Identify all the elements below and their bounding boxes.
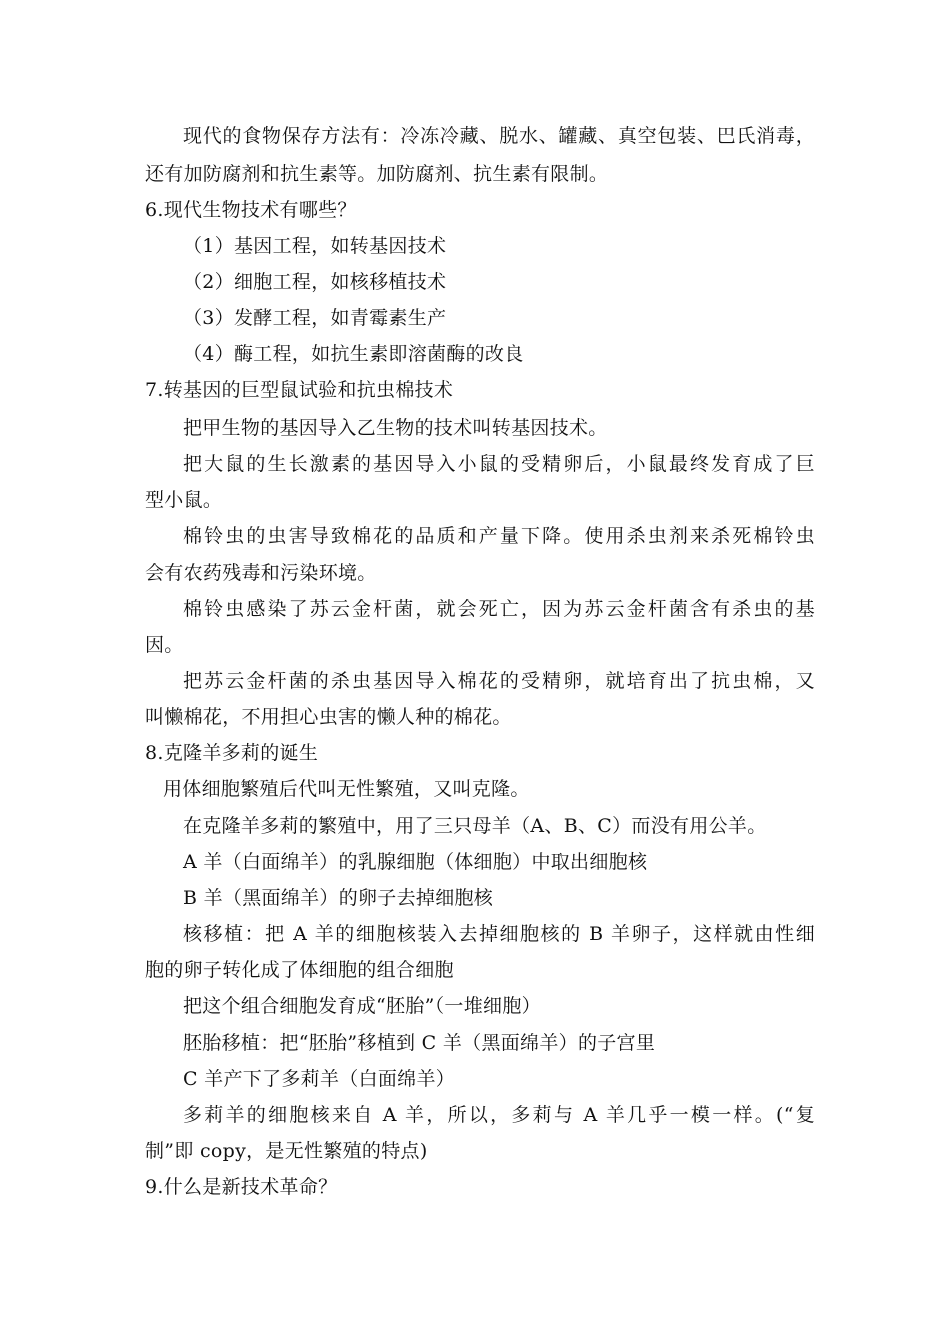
section-heading: 6.现代生物技术有哪些？ bbox=[145, 199, 357, 221]
paragraph-line: 把苏云金杆菌的杀虫基因导入棉花的受精卵，就培育出了抗虫棉，又 bbox=[183, 670, 815, 692]
paragraph-line: 把这个组合细胞发育成“胚胎”（一堆细胞） bbox=[183, 995, 541, 1017]
paragraph-line: B 羊（黑面绵羊）的卵子去掉细胞核 bbox=[183, 887, 494, 909]
paragraph-line: 现代的食物保存方法有：冷冻冷藏、脱水、罐藏、真空包装、巴氏消毒， bbox=[183, 125, 815, 147]
paragraph-line: 胚胎移植：把“胚胎”移植到 C 羊（黑面绵羊）的子宫里 bbox=[183, 1032, 656, 1054]
paragraph-line: 棉铃虫感染了苏云金杆菌，就会死亡，因为苏云金杆菌含有杀虫的基 bbox=[183, 598, 815, 620]
paragraph-line: 制”即 copy，是无性繁殖的特点) bbox=[145, 1140, 428, 1162]
section-heading: 8.克隆羊多莉的诞生 bbox=[145, 742, 319, 764]
list-item: （2）细胞工程，如核移植技术 bbox=[183, 271, 447, 293]
paragraph-line: 用体细胞繁殖后代叫无性繁殖，又叫克隆。 bbox=[163, 778, 530, 800]
paragraph-line: 胞的卵子转化成了体细胞的组合细胞 bbox=[145, 959, 454, 981]
paragraph-line: 把大鼠的生长激素的基因导入小鼠的受精卵后，小鼠最终发育成了巨 bbox=[183, 453, 815, 475]
section-heading: 7.转基因的巨型鼠试验和抗虫棉技术 bbox=[145, 379, 454, 401]
section-heading: 9.什么是新技术革命？ bbox=[145, 1176, 338, 1198]
paragraph-line: 还有加防腐剂和抗生素等。加防腐剂、抗生素有限制。 bbox=[145, 163, 609, 185]
list-item: （3）发酵工程，如青霉素生产 bbox=[183, 307, 447, 329]
paragraph-line: A 羊（白面绵羊）的乳腺细胞（体细胞）中取出细胞核 bbox=[183, 851, 648, 873]
paragraph-line: 会有农药残毒和污染环境。 bbox=[145, 562, 377, 584]
paragraph-line: C 羊产下了多莉羊（白面绵羊） bbox=[183, 1068, 456, 1090]
paragraph-line: 多莉羊的细胞核来自 A 羊，所以，多莉与 A 羊几乎一模一样。(“复 bbox=[183, 1104, 815, 1126]
list-item: （4）酶工程，如抗生素即溶菌酶的改良 bbox=[183, 343, 524, 365]
paragraph-line: 核移植：把 A 羊的细胞核装入去掉细胞核的 B 羊卵子，这样就由性细 bbox=[183, 923, 815, 945]
paragraph-line: 在克隆羊多莉的繁殖中，用了三只母羊（A、B、C）而没有用公羊。 bbox=[183, 815, 767, 837]
paragraph-line: 棉铃虫的虫害导致棉花的品质和产量下降。使用杀虫剂来杀死棉铃虫 bbox=[183, 525, 815, 547]
paragraph-line: 型小鼠。 bbox=[145, 489, 223, 511]
paragraph-line: 把甲生物的基因导入乙生物的技术叫转基因技术。 bbox=[183, 417, 608, 439]
paragraph-line: 叫懒棉花，不用担心虫害的懒人种的棉花。 bbox=[145, 706, 512, 728]
paragraph-line: 因。 bbox=[145, 634, 184, 656]
list-item: （1）基因工程，如转基因技术 bbox=[183, 235, 447, 257]
